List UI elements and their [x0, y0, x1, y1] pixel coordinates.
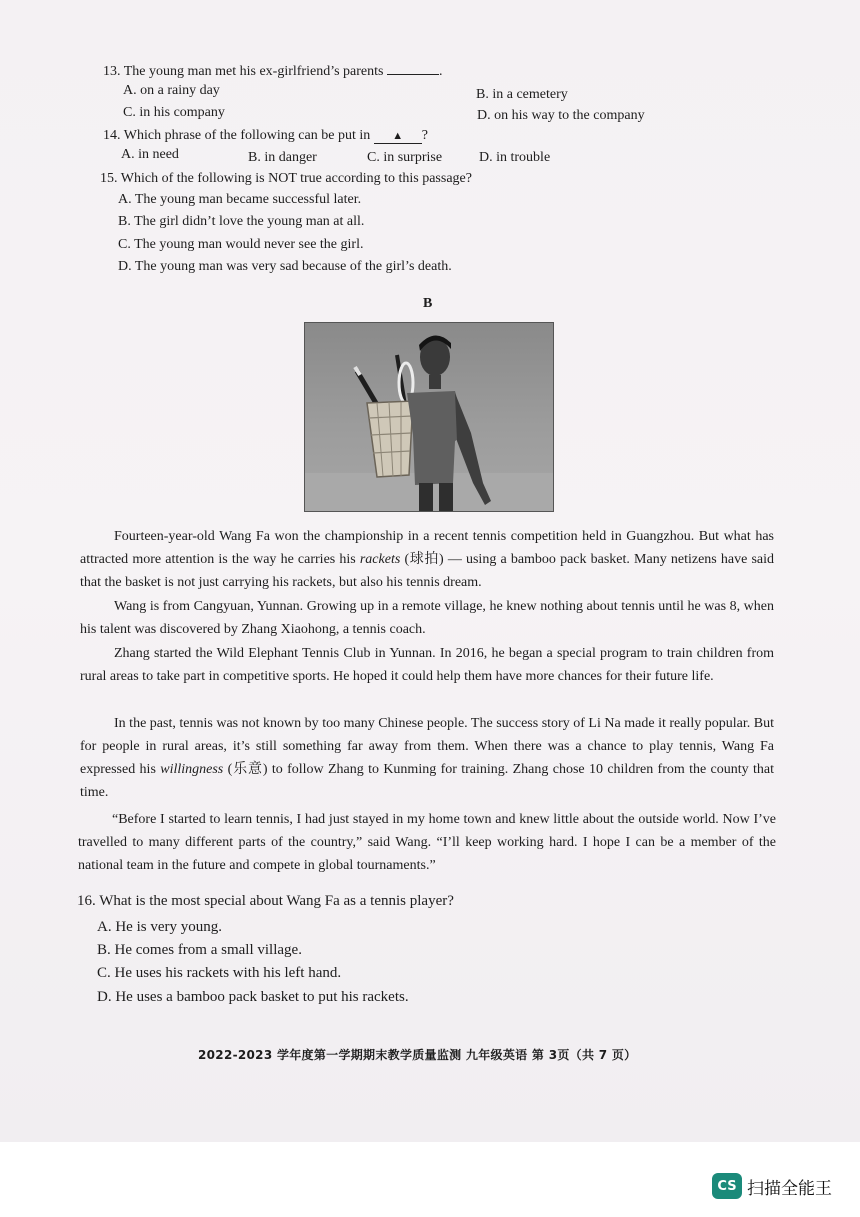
answer-blank: [387, 62, 439, 75]
q13-stem-text: 13. The young man met his ex-girlfriend’s parents: [103, 64, 384, 79]
q14-option-a: A. in need: [121, 147, 179, 162]
tennis-player-photo: [304, 322, 554, 512]
paragraph-5: “Before I started to learn tennis, I had just stayed in my home town and knew little about the outside world. Now I’ve travelled to many different parts of the country,” said Wang. “I’ll keep working hard. I hope I can be a member of the national team in the future and compete in global tournaments.”: [78, 812, 776, 873]
q16-option-a: A. He is very young.: [97, 919, 222, 935]
paragraph-2: Wang is from Cangyuan, Yunnan. Growing up in a remote village, he knew nothing about tennis until he was 8, when his talent was discovered by Zhang Xiaohong, a tennis coach.: [80, 599, 774, 637]
q13-option-c: C. in his company: [123, 105, 225, 120]
q16-option-d: D. He uses a bamboo pack basket to put his rackets.: [97, 989, 409, 1005]
q13-option-d: D. on his way to the company: [477, 108, 645, 123]
q15-option-c: C. The young man would never see the girl.: [118, 237, 364, 252]
p4-italic-term: willingness: [160, 762, 224, 777]
scanner-app-name: 扫描全能王: [747, 1178, 832, 1199]
paragraph-4: [80, 712, 774, 804]
section-title: B: [423, 296, 433, 311]
q13-option-a: A. on a rainy day: [123, 83, 220, 98]
scanner-watermark: [712, 1173, 832, 1199]
triangle-icon: ▲: [392, 130, 404, 142]
q14-option-d: D. in trouble: [479, 150, 551, 165]
q15-option-d: D. The young man was very sad because of the girl’s death.: [118, 259, 452, 274]
camscanner-logo-icon: CS: [712, 1173, 742, 1199]
p1-text-b: (球拍) — using a bamboo pack basket. Many netizens have said that the basket is not just carrying his rackets, but also his tennis dream.: [80, 552, 774, 590]
page-footer: 2022-2023 学年度第一学期期末教学质量监测 九年级英语 第 3页（共 7 页）: [198, 1048, 637, 1062]
q16-option-b: B. He comes from a small village.: [97, 942, 302, 958]
p4-text-a: In the past, tennis was not known by too many Chinese people. The success story of Li Na made it really popular. But for people in rural areas, it’s still something far away from them. When there was a chance to play tennis, Wang Fa expressed his: [80, 716, 774, 777]
q14-stem-text: 14. Which phrase of the following can be put in: [103, 128, 371, 143]
p4-text-b: (乐意) to follow Zhang to Kunming for training. Zhang chose 10 children from the county that time.: [80, 762, 775, 800]
question-16-stem: 16. What is the most special about Wang Fa as a tennis player?: [77, 893, 454, 909]
question-13-stem: [103, 62, 442, 81]
q14-option-c: C. in surprise: [367, 150, 443, 165]
q14-option-b: B. in danger: [248, 150, 317, 165]
p1-text-a: Fourteen-year-old Wang Fa won the championship in a recent tennis competition held in Guangzhou. But what has attracted more attention is the way he carries his: [80, 529, 774, 567]
q14-stem-end: ?: [421, 128, 428, 143]
paragraph-3: Zhang started the Wild Elephant Tennis Club in Yunnan. In 2016, he began a special program to train children from rural areas to take part in competitive sports. He hoped it could help them have more chances for their future life.: [80, 646, 774, 684]
triangle-blank: [374, 129, 422, 144]
q15-option-a: A. The young man became successful later.: [118, 192, 362, 207]
boy-with-bamboo-basket-illustration: [305, 323, 553, 511]
q13-stem-end: .: [438, 64, 443, 79]
q13-option-b: B. in a cemetery: [476, 87, 568, 102]
p1-italic-term: rackets: [359, 552, 401, 567]
paragraph-1: [80, 525, 774, 594]
question-14-stem: [103, 127, 428, 145]
question-15-stem: 15. Which of the following is NOT true according to this passage?: [100, 171, 472, 186]
q16-option-c: C. He uses his rackets with his left hand.: [97, 965, 342, 981]
q15-option-b: B. The girl didn’t love the young man at all.: [118, 214, 365, 229]
